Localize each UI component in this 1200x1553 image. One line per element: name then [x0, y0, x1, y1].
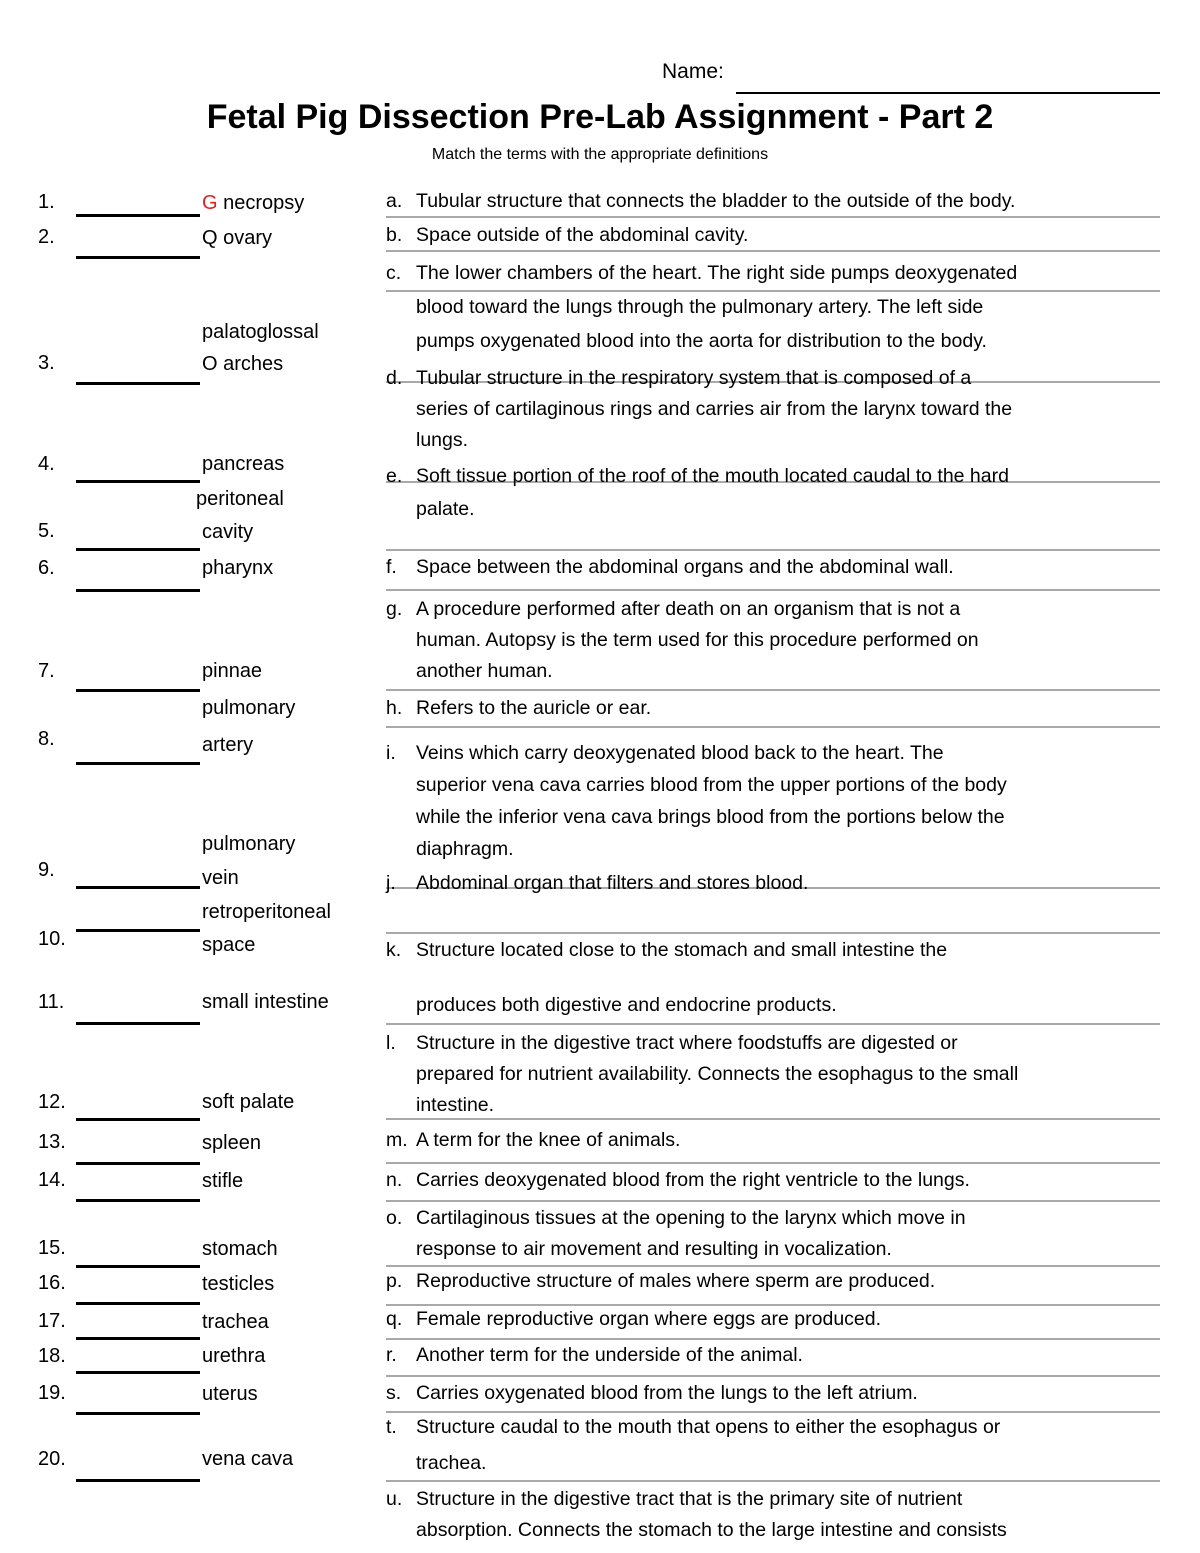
answer-blank[interactable]: [76, 689, 200, 692]
term-text: [202, 986, 329, 1019]
definition-letter: n.: [386, 1169, 403, 1191]
item-number: 6.: [38, 557, 55, 579]
definition-letter: g.: [386, 598, 403, 620]
definition-text: The lower chambers of the heart. The right side pumps deoxygenated: [416, 262, 1018, 284]
definition-letter: a.: [386, 190, 403, 212]
definition-text: absorption. Connects the stomach to the large intestine and consists: [416, 1519, 1007, 1541]
definition-text: prepared for nutrient availability. Connects the esophagus to the small: [416, 1063, 1019, 1085]
definition-text: human. Autopsy is the term used for this procedure performed on: [416, 629, 979, 651]
definition-text: trachea.: [416, 1452, 487, 1474]
term-text: [202, 929, 255, 962]
answer-blank[interactable]: [76, 1479, 200, 1482]
term-text-line1: retroperitoneal: [202, 901, 331, 923]
definition-text: Abdominal organ that filters and stores blood.: [416, 872, 809, 894]
answer-letter: O: [202, 353, 218, 375]
definition-text: pumps oxygenated blood into the aorta for distribution to the body.: [416, 330, 987, 352]
answer-blank[interactable]: [76, 548, 200, 551]
item-number: 2.: [38, 226, 55, 248]
definition-letter: h.: [386, 697, 403, 719]
term-label: vena cava: [202, 1448, 294, 1470]
definition-text: superior vena cava carries blood from the upper portions of the body: [416, 774, 1007, 796]
row-rule: [386, 932, 1160, 934]
definition-letter: b.: [386, 224, 403, 246]
term-text: [202, 448, 284, 481]
term-label: arches: [223, 353, 284, 375]
answer-letter: G: [202, 192, 218, 214]
row-rule: [386, 726, 1160, 728]
definition-letter: f.: [386, 556, 397, 578]
row-rule: [386, 1162, 1160, 1164]
instructions: Match the terms with the appropriate definitions: [431, 146, 769, 163]
answer-blank[interactable]: [76, 382, 200, 385]
item-number: 11.: [38, 991, 65, 1013]
item-number: 5.: [38, 520, 55, 542]
term-label: urethra: [202, 1345, 266, 1367]
term-text: [202, 348, 283, 381]
definition-text: A procedure performed after death on an organism that is not a: [416, 598, 961, 620]
definition-text: produces both digestive and endocrine products.: [416, 994, 837, 1016]
definition-letter: e.: [386, 465, 403, 487]
definition-letter: l.: [386, 1032, 396, 1054]
term-text-line1: pulmonary: [202, 697, 296, 719]
term-text: [202, 655, 262, 688]
answer-blank[interactable]: [76, 1199, 200, 1202]
definition-text: while the inferior vena cava brings blood from the portions below the: [416, 806, 1005, 828]
term-label: stomach: [202, 1238, 278, 1260]
term-label: pinnae: [202, 660, 263, 682]
answer-blank[interactable]: [76, 480, 200, 483]
name-label: Name:: [662, 60, 724, 83]
item-number: 17.: [38, 1310, 66, 1332]
term-text: [202, 1165, 243, 1198]
term-text: [202, 222, 272, 255]
answer-blank[interactable]: [76, 1118, 200, 1121]
definition-text: Structure located close to the stomach and small intestine the: [416, 939, 948, 961]
term-text: [202, 729, 253, 762]
definition-text: another human.: [416, 660, 553, 682]
term-text: [202, 1340, 265, 1373]
definition-letter: t.: [386, 1416, 397, 1438]
definition-text: Structure in the digestive tract that is the primary site of nutrient: [416, 1488, 963, 1510]
answer-blank[interactable]: [76, 1302, 200, 1305]
definition-letter: o.: [386, 1207, 403, 1229]
definition-letter: m.: [386, 1129, 408, 1151]
item-number: 16.: [38, 1272, 66, 1294]
term-text: [202, 1443, 293, 1476]
row-rule: [386, 689, 1160, 691]
term-text: [202, 862, 239, 895]
term-text: [202, 1378, 258, 1411]
definition-text: intestine.: [416, 1094, 495, 1116]
term-label: ovary: [223, 227, 273, 249]
row-rule: [386, 549, 1160, 551]
answer-blank[interactable]: [76, 214, 200, 217]
term-text: [202, 1268, 274, 1301]
item-number: 12.: [38, 1091, 66, 1113]
definition-text: Another term for the underside of the animal.: [416, 1344, 803, 1366]
definition-text: palate.: [416, 498, 475, 520]
definition-letter: u.: [386, 1488, 403, 1510]
item-number: 10.: [38, 928, 66, 950]
term-text: [202, 516, 253, 549]
definition-text: Structure in the digestive tract where foodstuffs are digested or: [416, 1032, 958, 1054]
item-number: 14.: [38, 1169, 66, 1191]
definition-text: Reproductive structure of males where sperm are produced.: [416, 1270, 936, 1292]
term-label: cavity: [202, 521, 254, 543]
term-label: spleen: [202, 1132, 261, 1154]
term-label: trachea: [202, 1311, 269, 1333]
answer-blank[interactable]: [76, 1022, 200, 1025]
definition-text: Soft tissue portion of the roof of the mouth located caudal to the hard: [416, 465, 1009, 487]
answer-blank[interactable]: [76, 762, 200, 765]
row-rule: [386, 1480, 1160, 1482]
term-text: [202, 552, 273, 585]
definition-letter: i.: [386, 742, 396, 764]
term-label: artery: [202, 734, 254, 756]
term-label: small intestine: [202, 991, 329, 1013]
item-number: 19.: [38, 1382, 66, 1404]
definition-letter: k.: [386, 939, 402, 961]
term-label: soft palate: [202, 1091, 295, 1113]
definition-text: series of cartilaginous rings and carries air from the larynx toward the: [416, 398, 1013, 420]
term-label: pharynx: [202, 557, 274, 579]
answer-blank[interactable]: [76, 589, 200, 592]
term-text: [202, 1127, 261, 1160]
term-text-line1: peritoneal: [196, 488, 284, 510]
answer-blank[interactable]: [76, 929, 200, 932]
answer-blank[interactable]: [76, 1371, 200, 1374]
definition-letter: d.: [386, 367, 403, 389]
definition-letter: q.: [386, 1308, 403, 1330]
item-number: 4.: [38, 453, 55, 475]
item-number: 20.: [38, 1448, 66, 1470]
definition-text: Space outside of the abdominal cavity.: [416, 224, 749, 246]
answer-blank[interactable]: [76, 1162, 200, 1165]
row-rule: [386, 1023, 1160, 1025]
definition-letter: j.: [386, 872, 396, 894]
term-text: [202, 1306, 269, 1339]
definition-text: Space between the abdominal organs and the abdominal wall.: [416, 556, 954, 578]
definition-text: response to air movement and resulting in vocalization.: [416, 1238, 892, 1260]
definition-text: Refers to the auricle or ear.: [416, 697, 652, 719]
item-number: 15.: [38, 1237, 66, 1259]
term-text: [202, 187, 304, 220]
definition-text: blood toward the lungs through the pulmonary artery. The left side: [416, 296, 984, 318]
item-number: 7.: [38, 660, 55, 682]
definition-text: A term for the knee of animals.: [416, 1129, 681, 1151]
term-label: testicles: [202, 1273, 275, 1295]
item-number: 1.: [38, 191, 55, 213]
definition-text: lungs.: [416, 429, 469, 451]
answer-blank[interactable]: [76, 1412, 200, 1415]
item-number: 18.: [38, 1345, 66, 1367]
item-number: 13.: [38, 1131, 66, 1153]
term-text: [202, 1233, 278, 1266]
term-label: space: [202, 934, 256, 956]
definition-text: Carries oxygenated blood from the lungs to the left atrium.: [416, 1382, 918, 1404]
definition-letter: c.: [386, 262, 402, 284]
answer-blank[interactable]: [76, 886, 200, 889]
answer-blank[interactable]: [76, 1337, 200, 1340]
item-number: 3.: [38, 352, 55, 374]
definition-letter: p.: [386, 1270, 403, 1292]
definition-letter: r.: [386, 1344, 397, 1366]
term-label: necropsy: [223, 192, 305, 214]
answer-letter: Q: [202, 227, 218, 249]
term-label: stifle: [202, 1170, 244, 1192]
definition-text: Tubular structure that connects the bladder to the outside of the body.: [416, 190, 1016, 212]
answer-blank[interactable]: [76, 1265, 200, 1268]
item-number: 9.: [38, 859, 55, 881]
answer-blank[interactable]: [76, 256, 200, 259]
row-rule: [386, 589, 1160, 591]
term-label: vein: [202, 867, 239, 889]
term-text-line1: palatoglossal: [202, 321, 319, 343]
term-label: uterus: [202, 1383, 258, 1405]
page-title: Fetal Pig Dissection Pre-Lab Assignment - Part 2: [206, 98, 994, 136]
item-number: 8.: [38, 728, 55, 750]
definition-letter: s.: [386, 1382, 402, 1404]
name-input-line[interactable]: [736, 92, 1160, 94]
row-rule: [386, 1200, 1160, 1202]
definition-text: Structure caudal to the mouth that opens to either the esophagus or: [416, 1416, 1001, 1438]
definition-text: Cartilaginous tissues at the opening to the larynx which move in: [416, 1207, 966, 1229]
term-text: [202, 1086, 294, 1119]
row-rule: [386, 1375, 1160, 1377]
definition-text: Female reproductive organ where eggs are produced.: [416, 1308, 882, 1330]
term-label: pancreas: [202, 453, 285, 475]
definition-text: Veins which carry deoxygenated blood back to the heart. The: [416, 742, 944, 764]
definition-text: Tubular structure in the respiratory system that is composed of a: [416, 367, 972, 389]
term-text-line1: pulmonary: [202, 833, 296, 855]
definition-text: Carries deoxygenated blood from the right ventricle to the lungs.: [416, 1169, 970, 1191]
definition-text: diaphragm.: [416, 838, 514, 860]
